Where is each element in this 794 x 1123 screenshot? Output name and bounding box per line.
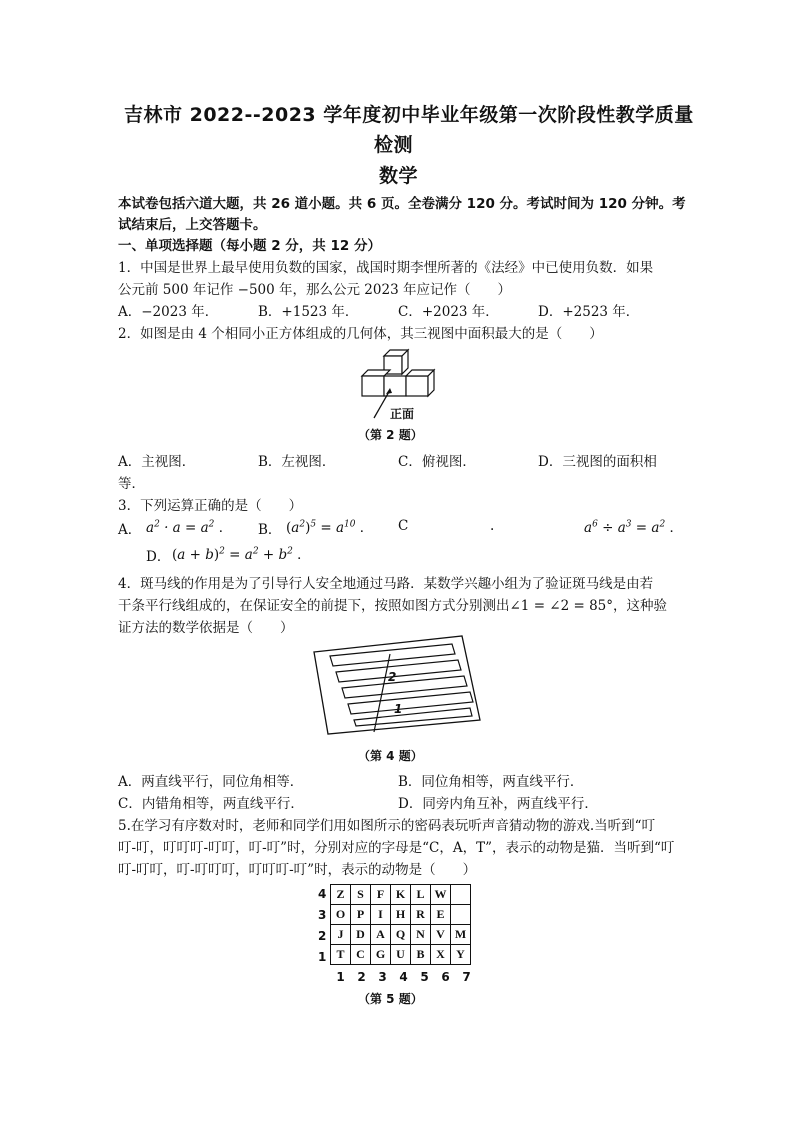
exam-title-line2: 检测	[374, 134, 414, 156]
q2-option-c: C．俯视图．	[398, 454, 476, 470]
q5-row-label: 3	[318, 908, 327, 922]
grid-cell: P	[351, 905, 371, 925]
q5-line1: 5.在学习有序数对时，老师和同学们用如图所示的密码表玩听声音猜动物的游戏.当听到“叮	[118, 818, 656, 834]
grid-cell: L	[411, 885, 431, 905]
q3-option-d-label: D．	[146, 549, 171, 565]
q3-option-a-label: A．	[118, 522, 142, 538]
q5-col-label: 6	[441, 970, 450, 984]
grid-cell: S	[351, 885, 371, 905]
grid-cell: E	[431, 905, 451, 925]
q2-caption: （第 2 题）	[358, 428, 423, 442]
intro-line2: 试结束后，上交答题卡。	[118, 217, 267, 233]
q1-option-d: D．+2523 年．	[538, 304, 640, 320]
exam-title-line1: 吉林市 2022--2023 学年度初中毕业年级第一次阶段性教学质量	[124, 104, 694, 126]
q5-line3: 叮-叮叮，叮-叮叮叮，叮叮叮-叮”时，表示的动物是（ ）	[118, 862, 477, 878]
q1-option-c: C．+2023 年．	[398, 304, 499, 320]
q2-option-d: D．三视图的面积相	[538, 454, 657, 470]
q3-line1: 3．下列运算正确的是（ ）	[118, 498, 303, 514]
grid-cell: Y	[451, 945, 471, 965]
q1-line1: 1．中国是世界上最早使用负数的国家，战国时期李悝所著的《法经》中已使用负数．如果	[118, 260, 654, 276]
q4-angle2-label: 2	[388, 670, 397, 684]
q1-option-a: A．−2023 年．	[118, 304, 219, 320]
q5-col-label: 5	[420, 970, 429, 984]
grid-cell: D	[351, 925, 371, 945]
grid-cell: G	[371, 945, 391, 965]
grid-cell: V	[431, 925, 451, 945]
subject-title: 数学	[379, 165, 419, 187]
grid-cell	[451, 905, 471, 925]
grid-cell: C	[351, 945, 371, 965]
grid-cell: Q	[391, 925, 411, 945]
grid-cell: K	[391, 885, 411, 905]
q5-caption: （第 5 题）	[358, 992, 423, 1006]
q5-col-label: 1	[336, 970, 345, 984]
q5-row-label: 2	[318, 929, 327, 943]
grid-cell: M	[451, 925, 471, 945]
grid-cell: B	[411, 945, 431, 965]
grid-cell: J	[331, 925, 351, 945]
grid-row	[331, 925, 471, 945]
q4-line1: 4．斑马线的作用是为了引导行人安全地通过马路．某数学兴趣小组为了验证斑马线是由若	[118, 576, 654, 592]
q5-code-grid	[330, 884, 471, 965]
q5-row-label: 1	[318, 950, 327, 964]
q5-col-label: 3	[378, 970, 387, 984]
q3-option-c-expr: $a^6 \div a^3 = a^2$ ．	[584, 519, 683, 536]
grid-cell: O	[331, 905, 351, 925]
q5-line2: 叮-叮，叮叮叮-叮叮，叮-叮”时，分别对应的字母是“C，A，T”，表示的动物是猫．当听到“叮	[118, 840, 675, 856]
grid-cell: W	[431, 885, 451, 905]
section1-heading: 一、单项选择题（每小题 2 分，共 12 分）	[118, 238, 381, 254]
q4-zebra-crossing-figure	[312, 634, 484, 736]
q3-option-c-dot: .	[490, 518, 495, 534]
grid-cell: X	[431, 945, 451, 965]
q1-option-b: B．+1523 年．	[258, 304, 359, 320]
q1-line2: 公元前 500 年记作 −500 年，那么公元 2023 年应记作（ ）	[118, 282, 511, 298]
q5-row-label: 4	[318, 887, 327, 901]
intro-line1: 本试卷包括六道大题，共 26 道小题。共 6 页。全卷满分 120 分。考试时间为 120 分钟。考	[118, 196, 686, 212]
q3-option-c-label: C	[398, 518, 409, 534]
grid-cell: F	[371, 885, 391, 905]
q2-option-b: B．左视图．	[258, 454, 336, 470]
grid-row	[331, 945, 471, 965]
q3-option-b-label: B．	[258, 522, 282, 538]
q2-option-d-cont: 等．	[118, 476, 145, 492]
grid-cell: Z	[331, 885, 351, 905]
q5-row-labels	[318, 884, 330, 968]
q4-option-d: D．同旁内角互补，两直线平行．	[398, 796, 598, 812]
grid-cell: N	[411, 925, 431, 945]
grid-cell: H	[391, 905, 411, 925]
q3-option-b-expr: $(a^2)^5 = a^{10}$ ．	[286, 519, 374, 536]
q4-caption: （第 4 题）	[358, 749, 423, 763]
grid-cell: I	[371, 905, 391, 925]
q4-option-a: A．两直线平行，同位角相等．	[118, 774, 304, 790]
q3-option-a-expr: $a^2 \cdot a = a^2$ ．	[146, 519, 233, 536]
q4-option-b: B．同位角相等，两直线平行．	[398, 774, 584, 790]
grid-cell: T	[331, 945, 351, 965]
q4-line2: 干条平行线组成的，在保证安全的前提下，按照如图方式分别测出∠1 = ∠2 = 85°，这种验	[118, 598, 668, 614]
grid-row	[331, 885, 471, 905]
q2-option-a: A．主视图．	[118, 454, 196, 470]
q4-line3: 证方法的数学依据是（ ）	[118, 620, 294, 636]
q2-front-label: 正面	[390, 407, 415, 421]
grid-cell: U	[391, 945, 411, 965]
q5-col-label: 2	[357, 970, 366, 984]
q2-line1: 2．如图是由 4 个相同小正方体组成的几何体，其三视图中面积最大的是（ ）	[118, 326, 603, 342]
q5-col-label: 4	[399, 970, 408, 984]
grid-cell	[451, 885, 471, 905]
q4-angle1-label: 1	[394, 702, 403, 716]
grid-row	[331, 905, 471, 925]
q4-option-c: C．内错角相等，两直线平行．	[118, 796, 304, 812]
q5-col-label: 7	[462, 970, 471, 984]
q3-option-d-expr: $(a + b)^2 = a^2 + b^2$ ．	[172, 546, 311, 563]
grid-cell: A	[371, 925, 391, 945]
q5-col-labels	[330, 970, 477, 984]
grid-cell: R	[411, 905, 431, 925]
